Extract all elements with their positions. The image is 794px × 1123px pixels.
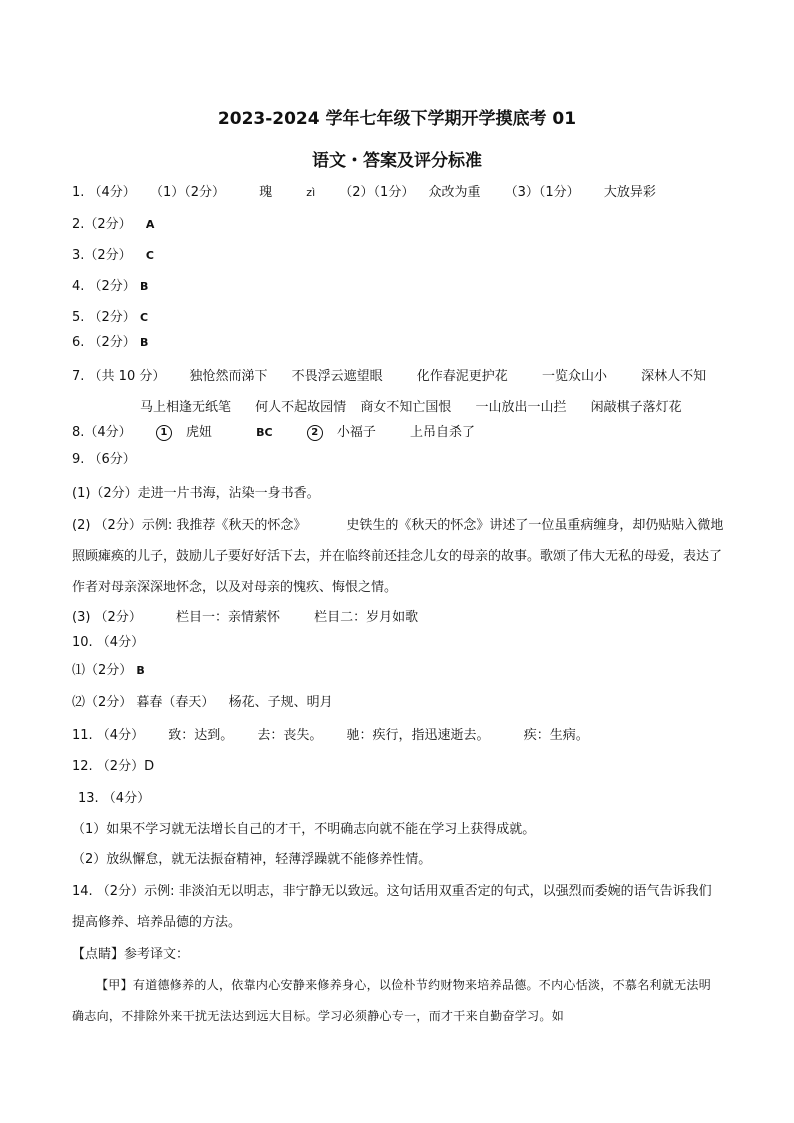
q1-part1-label: （1）（2分） <box>149 185 225 200</box>
q8-answer-2: BC <box>256 426 273 439</box>
answer-q13-header: 13. （4分） <box>78 791 151 806</box>
q4-number: 4. （2分） <box>72 279 136 294</box>
q11-answer: 疾：生病。 <box>523 728 589 743</box>
q3-number: 3.（2分） <box>72 248 132 263</box>
q1-answer-4: 大放异彩 <box>603 185 656 200</box>
q10-part2-answer-a: 暮春（春天） <box>136 695 215 710</box>
answer-q4 <box>72 278 732 296</box>
q9-part3-head: (3) （2分） <box>72 610 142 625</box>
q8-answer-3: 小福子 <box>336 425 376 440</box>
q2-answer: A <box>145 218 155 231</box>
q9-part2-body: 史铁生的《秋天的怀念》讲述了一位虽重病缠身，却仍贴贴入微地照顾瘫痪的儿子，鼓励儿子要好好活下去，并在临终前还挂念儿女的母亲的故事。歌颂了伟大无私的母爱，表达了作者对母亲深深地怀念，以及对母亲的愧疚、悔恨之情。 <box>72 518 724 595</box>
answer-q3 <box>72 247 732 265</box>
answer-q13-part2: （2）放纵懈怠，就无法振奋精神，轻薄浮躁就不能修养性情。 <box>72 852 432 867</box>
q1-answer-3: 众改为重 <box>428 185 481 200</box>
circled-number-2: 2 <box>307 425 323 441</box>
q9-part2-head: (2) （2分）示例: 我推荐《秋天的怀念》 <box>72 518 307 533</box>
answer-q7-row1 <box>72 368 732 386</box>
q10-part2-label: ⑵（2分） <box>72 695 133 710</box>
q7-answer: 何人不起故园情 <box>255 400 347 415</box>
q6-number: 6. （2分） <box>72 335 136 350</box>
q7-answer: 化作春泥更护花 <box>416 369 508 384</box>
q10-part1-answer: B <box>136 664 145 677</box>
q7-answer: 一览众山小 <box>541 369 607 384</box>
q7-answer: 商女不知亡国恨 <box>360 400 452 415</box>
answer-q9-part1: (1)（2分）走进一片书海，沾染一身书香。 <box>72 486 320 501</box>
q1-answer-2: zì <box>306 186 316 199</box>
answer-q10-part2 <box>72 694 732 712</box>
q7-answer: 马上相逢无纸笔 <box>140 400 232 415</box>
answer-q12: 12. （2分）D <box>72 759 155 774</box>
q2-number: 2.（2分） <box>72 217 132 232</box>
q7-answer: 独怆然而涕下 <box>189 369 268 384</box>
q7-answer: 一山放出一山拦 <box>475 400 567 415</box>
answer-q9-part2 <box>72 510 724 603</box>
q1-part3-label: （3）（1分） <box>504 185 580 200</box>
q3-answer: C <box>145 249 154 262</box>
answer-q13-part1: （1）如果不学习就无法增长自己的才干，不明确志向就不能在学习上获得成就。 <box>72 822 536 837</box>
q7-answer: 不畏浮云遮望眼 <box>291 369 383 384</box>
answer-q9-part3 <box>72 609 732 627</box>
q4-answer: B <box>139 280 149 293</box>
q11-answer: 致：达到。 <box>168 728 234 743</box>
q8-answer-4: 上吊自杀了 <box>410 425 476 440</box>
answer-q7-row2 <box>140 399 740 417</box>
q7-answer: 闲敲棋子落灯花 <box>590 400 682 415</box>
q11-answer: 去：丧失。 <box>257 728 323 743</box>
note-label: 【点睛】参考译文： <box>72 947 190 962</box>
answer-q10-part1 <box>72 662 732 680</box>
answer-q14: 14. （2分）示例: 非淡泊无以明志，非宁静无以致远。这句话用双重否定的句式，以强烈而委婉的语气告诉我们提高修养、培养品德的方法。 <box>72 884 712 930</box>
q7-number: 7. （共 10 分） <box>72 369 166 384</box>
answer-q1 <box>72 184 732 202</box>
q1-answer-1: 瑰 <box>259 185 273 200</box>
answer-q9-header: 9. （6分） <box>72 452 136 467</box>
q1-number: 1. （4分） <box>72 185 136 200</box>
reference-translation: 【甲】有道德修养的人，依靠内心安静来修养身心，以俭朴节约财物来培养品德。不内心恬淡，不慕名利就无法明确志向，不排除外来干扰无法达到远大目标。学习必须静心专一，而才干来自勤奋学习。如 <box>72 978 712 1023</box>
answer-q5 <box>72 309 732 327</box>
q9-part3-answer-b: 栏目二：岁月如歌 <box>314 610 419 625</box>
answer-q11 <box>72 727 732 745</box>
q10-part2-answer-b: 杨花、子规、明月 <box>228 695 333 710</box>
q5-number: 5. （2分） <box>72 310 136 325</box>
q5-answer: C <box>139 311 149 324</box>
q9-part3-answer-a: 栏目一：亲情萦怀 <box>175 610 280 625</box>
q11-answer: 驰：疾行，指迅速逝去。 <box>346 728 490 743</box>
circled-number-1: 1 <box>156 425 172 441</box>
q11-number: 11. （4分） <box>72 728 145 743</box>
q7-answer: 深林人不知 <box>641 369 707 384</box>
q1-part2-label: （2）（1分） <box>339 185 415 200</box>
q6-answer: B <box>139 336 149 349</box>
q8-number: 8.（4分） <box>72 425 132 440</box>
page-title: 2023-2024 学年七年级下学期开学摸底考 01 <box>217 109 577 129</box>
q10-part1-label: ⑴（2分） <box>72 663 133 678</box>
answer-q6 <box>72 334 732 352</box>
q8-answer-1: 虎妞 <box>185 425 212 440</box>
answer-q2 <box>72 216 732 234</box>
page-subtitle: 语文・答案及评分标准 <box>312 151 482 171</box>
answer-q10-header: 10. （4分） <box>72 635 145 650</box>
answer-q8 <box>72 424 732 442</box>
